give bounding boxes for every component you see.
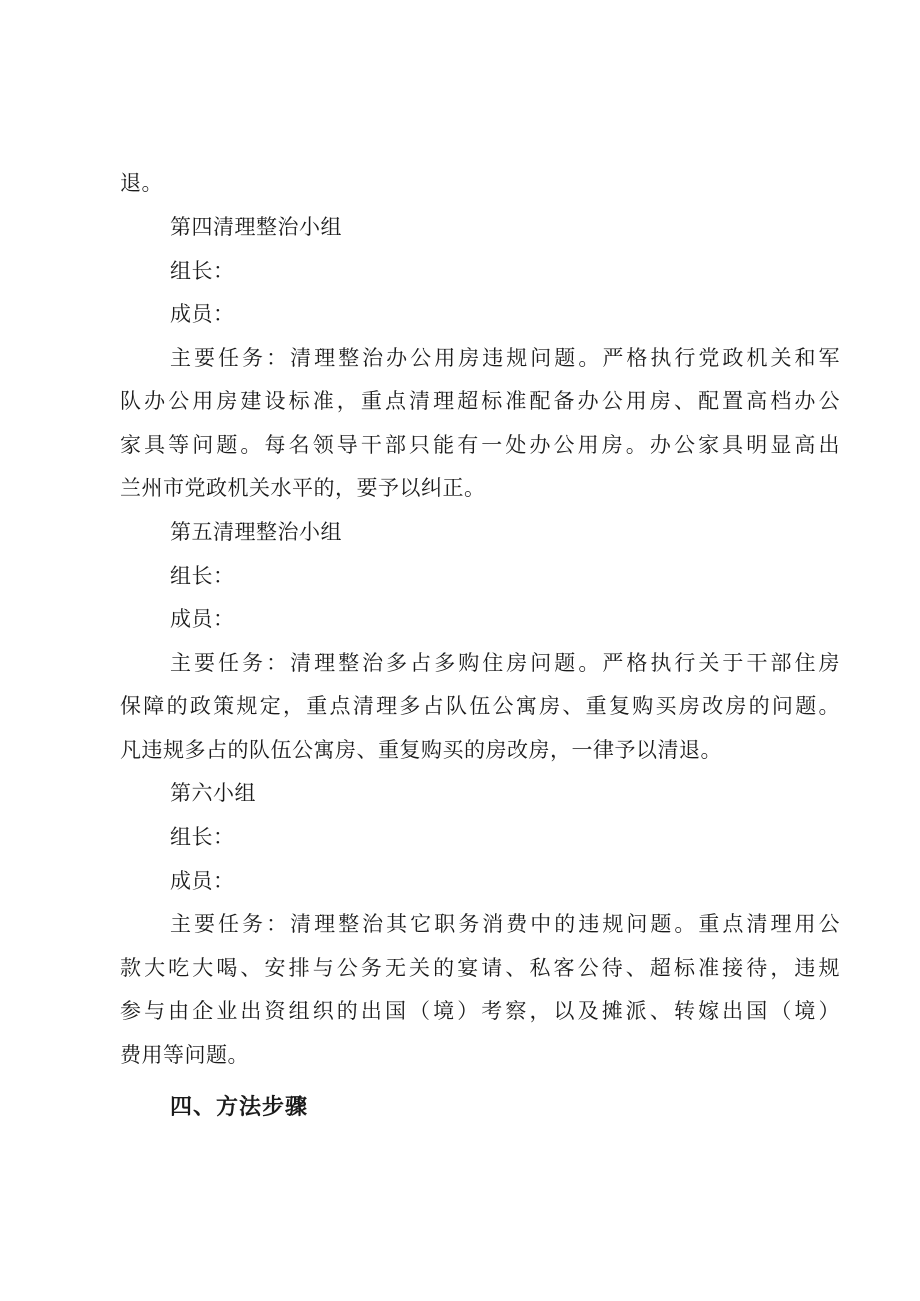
group-four-task-line-1: 主要任务：清理整治办公用房违规问题。严格执行党政机关和军 [170,346,840,370]
group-four-members: 成员： [170,302,235,326]
group-six-task-line-2: 款大吃大喝、安排与公务无关的宴请、私客公待、超标准接待，违规 [120,956,840,980]
group-four-leader: 组长： [170,259,235,283]
group-four-task-line-3: 家具等问题。每名领导干部只能有一处办公用房。办公家具明显高出 [120,433,840,457]
group-six-leader: 组长： [170,825,235,849]
group-five-leader: 组长： [170,564,235,588]
group-six-task-line-1: 主要任务：清理整治其它职务消费中的违规问题。重点清理用公 [170,912,840,936]
group-four-task-line-4: 兰州市党政机关水平的，要予以纠正。 [120,476,486,500]
group-six-task-line-4: 费用等问题。 [120,1043,249,1067]
group-six-title: 第六小组 [170,781,256,805]
group-five-task-line-2: 保障的政策规定，重点清理多占队伍公寓房、重复购买房改房的问题。 [120,694,840,718]
group-five-task-line-1: 主要任务：清理整治多占多购住房问题。严格执行关于干部住房 [170,651,840,675]
group-five-members: 成员： [170,607,235,631]
section-heading-methods: 四、方法步骤 [170,1095,309,1120]
group-six-members: 成员： [170,869,235,893]
paragraph-continuation: 退。 [120,171,163,195]
group-four-title: 第四清理整治小组 [170,215,342,239]
group-six-task-line-3: 参与由企业出资组织的出国（境）考察，以及摊派、转嫁出国（境） [120,999,840,1023]
group-four-task-line-2: 队办公用房建设标准，重点清理超标准配备办公用房、配置高档办公 [120,389,840,413]
group-five-title: 第五清理整治小组 [170,520,342,544]
group-five-task-line-3: 凡违规多占的队伍公寓房、重复购买的房改房，一律予以清退。 [120,738,722,762]
